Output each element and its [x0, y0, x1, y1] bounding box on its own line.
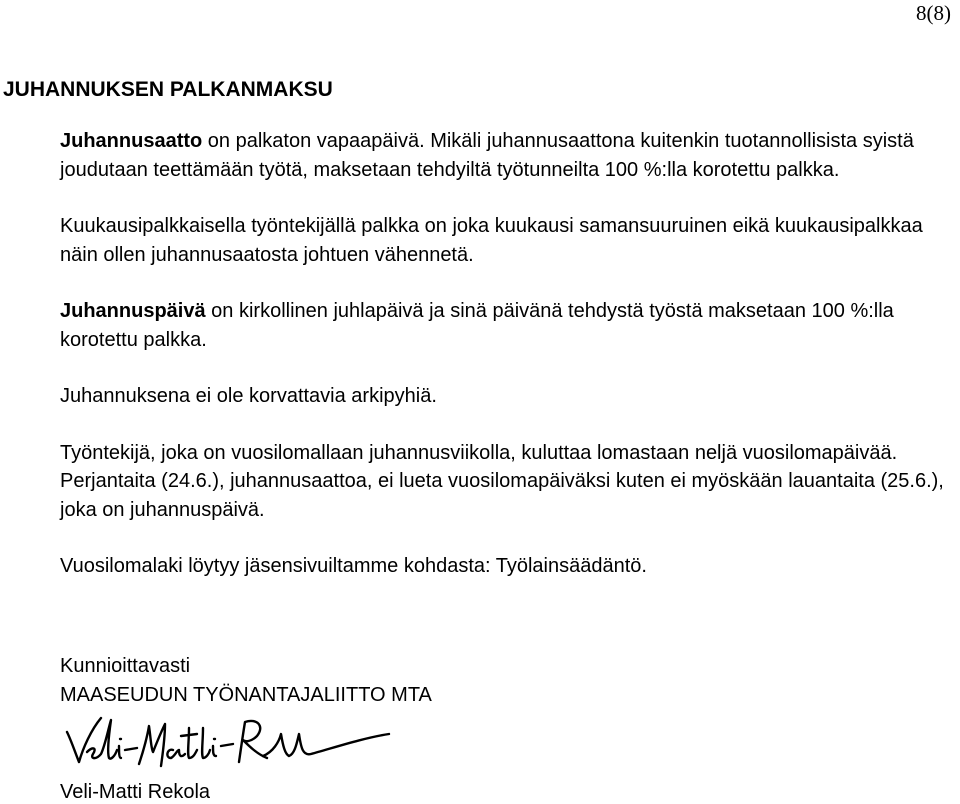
- paragraph-text: Työntekijä, joka on vuosilomallaan juhannusviikolla, kuluttaa lomastaan neljä vuosilomapäivää. Perjantaita (24.6.), juhannusaattoa, ei lueta vuosilomapäiväksi kuten ei myöskään lauantaita (25.6.), joka on juhannuspäivä.: [60, 441, 944, 521]
- paragraph-text: on kirkollinen juhlapäivä ja sinä päivänä tehdystä työstä maksetaan 100 %:lla korotettu palkka.: [60, 300, 894, 351]
- paragraph-lead: Juhannuspäivä: [60, 300, 206, 322]
- paragraph-lead: Juhannusaatto: [60, 130, 203, 152]
- closing-greeting: Kunnioittavasti: [60, 655, 191, 677]
- paragraph-text: Kuukausipalkkaisella työntekijällä palkka on joka kuukausi samansuuruinen eikä kuukausipalkkaa näin ollen juhannusaatosta johtuen vähennetä.: [60, 215, 923, 266]
- document-body: [60, 127, 955, 609]
- organization-name: MAASEUDUN TYÖNANTAJALIITTO MTA: [60, 684, 432, 706]
- paragraph-juhannusaatto: [60, 127, 955, 184]
- paragraph-vuosiloma: [60, 439, 955, 525]
- paragraph-text: Vuosilomalaki löytyy jäsensivuiltamme kohdasta: Työlainsäädäntö.: [60, 555, 647, 577]
- signer-name: Veli-Matti Rekola: [60, 781, 211, 803]
- paragraph-juhannuspaiva: [60, 297, 955, 354]
- closing-block: [60, 652, 432, 710]
- paragraph-text: on palkaton vapaapäivä. Mikäli juhannusaattona kuitenkin tuotannollisista syistä joudutaan teettämään työtä, maksetaan tehdyiltä työtunneilta 100 %:lla korotettu palkka.: [60, 130, 914, 181]
- signature-icon: [63, 712, 393, 774]
- paragraph-kuukausipalkka: [60, 212, 955, 269]
- document-title: JUHANNUKSEN PALKANMAKSU: [3, 78, 333, 101]
- paragraph-arkipyhat: [60, 382, 955, 411]
- paragraph-text: Juhannuksena ei ole korvattavia arkipyhiä.: [60, 385, 437, 407]
- paragraph-vuosilomalaki: [60, 552, 955, 581]
- page-number: 8(8): [916, 1, 951, 25]
